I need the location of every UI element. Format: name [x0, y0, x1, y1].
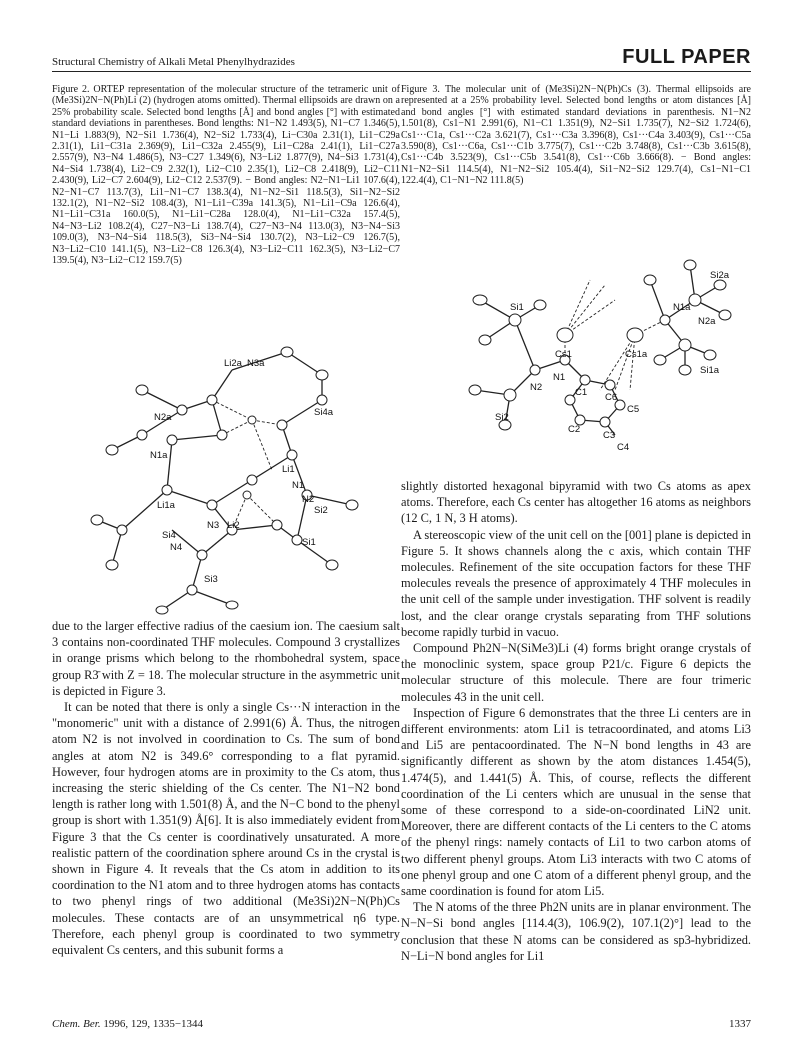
atom-label: N2a: [154, 412, 172, 423]
atom-label: Li2: [227, 520, 240, 531]
paragraph: It can be noted that there is only a single Cs···N interaction in the "monomeric" unit with a distance of 2.991(6) Å. Thus, the nitrogen atom N2 is not involved in coordination to Cs. The sum of bond angles at atom N2 is 349.6° corresponding to a flat pyramid. However, four hydrogen atoms are in proximity to the Cs atom, thus increasing the steric shielding of the Cs center. The N1−N2 bond length is rather long with 1.501(8) Å, and the N−C bond to the phenyl group is short with 1.351(9) Å[6]. It is also immediately evident from Figure 3 that the Cs center is coordinatively unsaturated. A more realistic pattern of the coordination sphere around Cs in the crystal is shown in Figure 4. It reveals that the Cs atom in addition to its coordination to the N1 atom and to three hydrogen atoms has contacts to two phenyl rings of two additional (Me3Si)2N−N(Ph)Cs molecules. These contacts are of an unsymmetrical η6 type. Therefore, each phenyl group is coordinated to two symmetry equivalent Cs centers, and this subunit forms a: [52, 700, 400, 958]
atom-label: C4: [617, 442, 630, 450]
atom-label: Li1: [282, 464, 295, 475]
atom-label: Cs1a: [625, 349, 648, 360]
figure3-caption: Figure 3. The molecular unit of (Me3Si)2N−N(Ph)Cs (3). Thermal ellipsoids are represented at a 25% probability level. Selected bond lengths or atom distances [Å] and bond angles [°] with estimated standard deviations in parenthesis. N1−N2 1.501(8), Cs1−N1 2.991(6), N1−C1 1.351(9), N2−Si1 1.735(7), N2−Si2 1.724(6), Cs1···C1a, Cs1···C2a 3.621(7), Cs1···C3a 3.396(8), Cs1···C4a 3.403(9), Cs1···C5a 3.590(8), Cs1···C6a, Cs1···C1b 3.775(7), Cs1···C2b 3.748(8), Cs1···C3b 3.615(8), Cs1···C4b 3.523(9), Cs1···C5b 3.541(8), Cs1···C6b 3.666(8). − Bond angles: N1−N2−Si1 114.5(4), N1−N2−Si2 105.4(4), Si1−N2−Si2 129.7(4), Cs1−N1−C1 122.4(4), C1−N1−N2 111.8(5): [401, 84, 751, 187]
figure3-ortep: [455, 240, 755, 450]
atom-label: Si1a: [700, 365, 720, 376]
atom-label: Si2: [314, 505, 328, 516]
header-rule: [52, 71, 751, 72]
atom-label: Cs1: [555, 349, 572, 360]
atom-label: Si1: [302, 537, 316, 548]
figure2-caption: Figure 2. ORTEP representation of the molecular structure of the tetrameric unit of (Me3Si)2N−N(Ph)Li (2) (hydrogen atoms omitted). Thermal ellipsoids are drawn on a 25% probability scale. Selected bond lengths [Å] and bond angles [°] with estimated standard deviations in parentheses. Bond lengths: N1−N2 1.493(5), N1−C7 1.346(5), N1−Li 1.883(9), N2−Si1 1.736(4), N2−Si2 1.733(4), Li−C30a 2.31(1), Li1−C29a 2.31(1), Li1−C31a 2.369(9), Li1−C32a 2.455(9), Li1−C28a 2.41(1), Li1−C27a 2.557(9), N3−N4 1.486(5), N3−C27 1.349(6), N3−Li2 1.877(9), N4−Si3 1.731(4), N4−Si4 1.738(4), Li2−C9 2.32(1), Li2−C10 2.35(1), Li2−C8 2.418(9), Li2−C11 2.430(9), Li2−C7 2.604(9), Li2−C12 2.537(9). − Bond angles: N2−N1−Li1 107.6(4), N2−N1−C7 113.7(3), Li1−N1−C7 138.3(4), N1−N2−Si1 118.5(3), Si1−N2−Si2 132.1(2), N1−N2−Si2 108.4(3), N1−Li1−C39a 141.3(5), N1−Li1−C9a 126.6(4), N1−Li1−C31a 160.0(5), N1−Li1−C28a 128.0(4), N1−Li1−C32a 157.4(5), N4−N3−Li2 108.2(4), C27−N3−Li 138.7(4), C27−N3−N4 113.0(3), N3−N4−Si3 109.0(3), N3−N4−Si4 118.5(3), Si3−N4−Si4 130.7(2), N3−Li2−C9 126.7(5), N3−Li2−C10 141.1(5), N3−Li2−C8 126.3(4), N3−Li2−C11 162.3(5), N3−Li2−C7 139.5(4), N3−Li2−C12 159.7(5): [52, 84, 400, 267]
paragraph: Inspection of Figure 6 demonstrates that the three Li centers are in different environments: atom Li1 is tetracoordinated, and atoms Li3 and Li5 are pentacoordinated. The N−N bond lengths in 43 are significantly different as shown by the atom distances 1.454(5), 1.474(5), and 1.441(5) Å. This, of course, reflects the different coordination of the Li centers which are unusual in the sense that some of these correspond to a side-on-coordinated LiN2 unit. Moreover, there are different contacts of the Li centers to the C atoms of the phenyl rings: namely contacts of Li1 to two carbon atoms of two different phenyl groups. Atom Li3 interacts with two C atoms of one phenyl group and one C atom of a different phenyl group, and the same coordination is found for atom Li5.: [401, 705, 751, 899]
atom-label: C6: [605, 392, 618, 403]
atom-label: N1: [553, 372, 566, 383]
atom-label: Si1: [510, 302, 524, 313]
atom-label: C5: [627, 404, 640, 415]
figure2-ortep: [82, 330, 382, 615]
paragraph: slightly distorted hexagonal bipyramid with two Cs atoms as apex atoms. Therefore, each Cs center has altogether 16 atoms as neighbors (12 C, 1 N, 3 H atoms).: [401, 479, 751, 526]
right-body-text: [401, 478, 751, 964]
page-number: 1337: [729, 1018, 751, 1030]
atom-label: C1: [575, 387, 588, 398]
atom-label: N1a: [673, 302, 691, 313]
atom-label: Si3: [204, 574, 218, 585]
atom-label: N2: [530, 382, 543, 393]
paragraph: The N atoms of the three Ph2N units are in planar environment. The N−N−Si bond angles [114.4(3), 106.9(2), 107.1(2)°] lead to the conclusion that these N atoms can be considered as sp3-hybridized. N−Li−N bond angles for Li1: [401, 900, 752, 963]
left-body-text: [52, 618, 400, 958]
atom-label: C2: [568, 424, 581, 435]
citation: 1996, 129, 1335−1344: [103, 1018, 204, 1030]
atom-label: Si2a: [710, 270, 730, 281]
atom-label: N4: [170, 542, 183, 553]
atom-label: N3: [207, 520, 220, 531]
atom-label: N1a: [150, 450, 168, 461]
atom-label: Si4: [162, 530, 176, 541]
paragraph: A stereoscopic view of the unit cell on the [001] plane is depicted in Figure 5. It shows channels along the c axis, which contain THF molecules. Refinement of the site occupation factors for these THF molecules reveals the presence of approximately 4 THF molecules in the unit cell of the sample under investigation. THF solvent is readily lost, and the clear orange crystals separating from THF solutions become rapidly turbid in vacuo.: [401, 527, 751, 639]
atom-label: Si4a: [314, 407, 334, 418]
atom-label: N2: [302, 494, 315, 505]
atom-label: C3: [603, 430, 616, 441]
section-label: FULL PAPER: [622, 46, 751, 68]
footer-citation: [52, 1018, 203, 1030]
atom-label: Li2a: [224, 358, 242, 369]
atom-label: N2a: [698, 316, 716, 327]
atom-label: Li1a: [157, 500, 175, 511]
atom-label: N1: [292, 480, 305, 491]
paragraph: Compound Ph2N−N(SiMe3)Li (4) forms bright orange crystals of the monoclinic system, space group P21/c. Figure 6 depicts the molecular structure of this molecule. There are four trimeric molecules 43 in the unit cell.: [401, 641, 751, 704]
running-title: Structural Chemistry of Alkali Metal Phenylhydrazides: [52, 56, 295, 68]
atom-label: N3a: [247, 358, 265, 369]
journal-name: Chem. Ber.: [52, 1018, 101, 1030]
atom-label: Si2: [495, 412, 509, 423]
paragraph: due to the larger effective radius of the caesium ion. The caesium salt 3 contains non-coordinated THF molecules. Compound 3 crystallizes in orange prisms which belong to the rhombohedral system, space group R3̄ with Z = 18. The molecular structure in the asymmetric unit is depicted in Figure 3.: [52, 619, 400, 698]
